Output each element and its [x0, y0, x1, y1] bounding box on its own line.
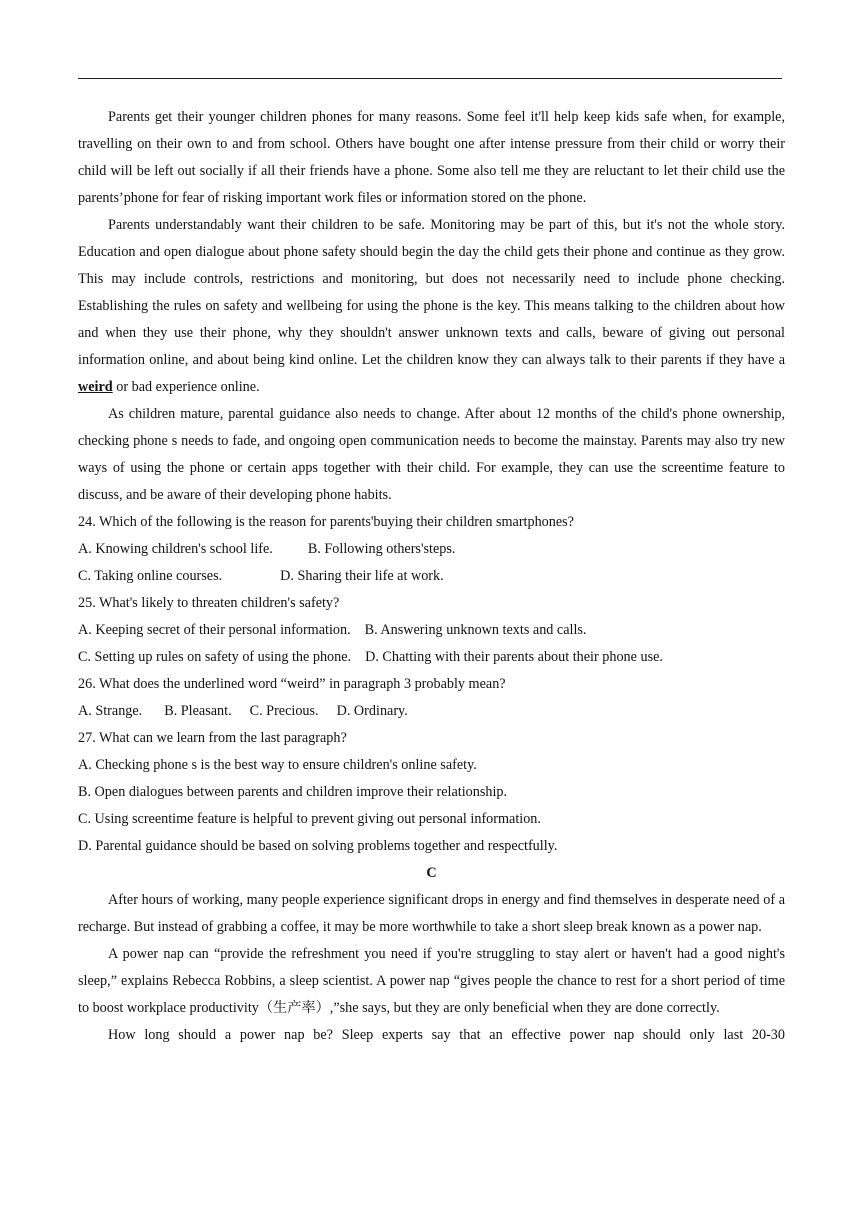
passage-c-paragraph-3: How long should a power nap be? Sleep experts say that an effective power nap should only last 20-30 [108, 1027, 785, 1043]
passage-b-paragraph-2 [78, 212, 785, 401]
option-26b: B. Pleasant. [164, 703, 232, 719]
option-25a: A. Keeping secret of their personal information. [78, 622, 351, 638]
question-24: 24. Which of the following is the reason for parents'buying their children smartphones? [78, 514, 574, 530]
p2-text-before: Parents understandably want their children to be safe. Monitoring may be part of this, but it's not the whole story. Education and open dialogue about phone safety should begin the day the child gets their phone and continue as they grow. This may include controls, restrictions and monitoring, but does not necessarily need to include phone checking. Establishing the rules on safety and wellbeing for using the phone is the key. This means talking to the children about how and when they use their phone, why they shouldn't answer unknown texts and calls, beware of giving out personal information online, and about being kind online. Let the children know they can always talk to their parents if they have a [78, 217, 785, 368]
p2-text-after: or bad experience online. [112, 379, 260, 395]
passage-b-paragraph-3: As children mature, parental guidance also needs to change. After about 12 months of the child's phone ownership, checking phone s needs to fade, and ongoing open communication needs to become the mainstay. Parents may also try new ways of using the phone or certain apps together with their child. For example, they can use the screentime feature to discuss, and be aware of their developing phone habits. [78, 406, 785, 503]
passage-c-paragraph-1: After hours of working, many people experience significant drops in energy and find themselves in desperate need of a recharge. But instead of grabbing a coffee, it may be more worthwhile to take a short sleep break known as a power nap. [78, 892, 785, 935]
section-c-heading: C [426, 865, 437, 881]
header-rule [78, 78, 782, 79]
option-24a: A. Knowing children's school life. [78, 541, 273, 557]
underlined-word-weird: weird [78, 379, 113, 395]
option-27b: B. Open dialogues between parents and children improve their relationship. [78, 784, 508, 800]
option-27c: C. Using screentime feature is helpful to prevent giving out personal information. [78, 811, 541, 827]
question-25-options-row-1 [78, 617, 785, 644]
question-27: 27. What can we learn from the last paragraph? [78, 730, 347, 746]
question-26: 26. What does the underlined word “weird” in paragraph 3 probably mean? [78, 676, 506, 692]
option-25d: D. Chatting with their parents about their phone use. [365, 649, 663, 665]
option-26a: A. Strange. [78, 703, 143, 719]
option-27a: A. Checking phone s is the best way to ensure children's online safety. [78, 757, 477, 773]
passage-c-paragraph-2: A power nap can “provide the refreshment you need if you're struggling to stay alert or haven't had a good night's sleep,” explains Rebecca Robbins, a sleep scientist. A power nap “gives people the chance to rest for a short period of time to boost workplace productivity（生产率）,”she says, but they are only beneficial when they are done correctly. [78, 946, 785, 1016]
question-26-options [78, 698, 785, 725]
question-24-options-row-1 [78, 536, 785, 563]
question-25-options-row-2 [78, 644, 785, 671]
option-25b: B. Answering unknown texts and calls. [364, 622, 587, 638]
document-body [78, 104, 785, 1049]
option-27d: D. Parental guidance should be based on solving problems together and respectfully. [78, 838, 558, 854]
option-24d: D. Sharing their life at work. [280, 568, 444, 584]
option-25c: C. Setting up rules on safety of using the phone. [78, 649, 352, 665]
question-25: 25. What's likely to threaten children's safety? [78, 595, 340, 611]
question-24-options-row-2 [78, 563, 785, 590]
passage-b-paragraph-1: Parents get their younger children phones for many reasons. Some feel it'll help keep kids safe when, for example, travelling on their own to and from school. Others have bought one after intense pressure from their child or worry their child will be left out socially if all their friends have a phone. Some also tell me they are reluctant to let their child use the parents’phone for fear of risking important work files or information stored on the phone. [78, 109, 785, 206]
option-24c: C. Taking online courses. [78, 568, 223, 584]
option-24b: B. Following others'steps. [307, 541, 456, 557]
option-26d: D. Ordinary. [336, 703, 408, 719]
option-26c: C. Precious. [249, 703, 319, 719]
